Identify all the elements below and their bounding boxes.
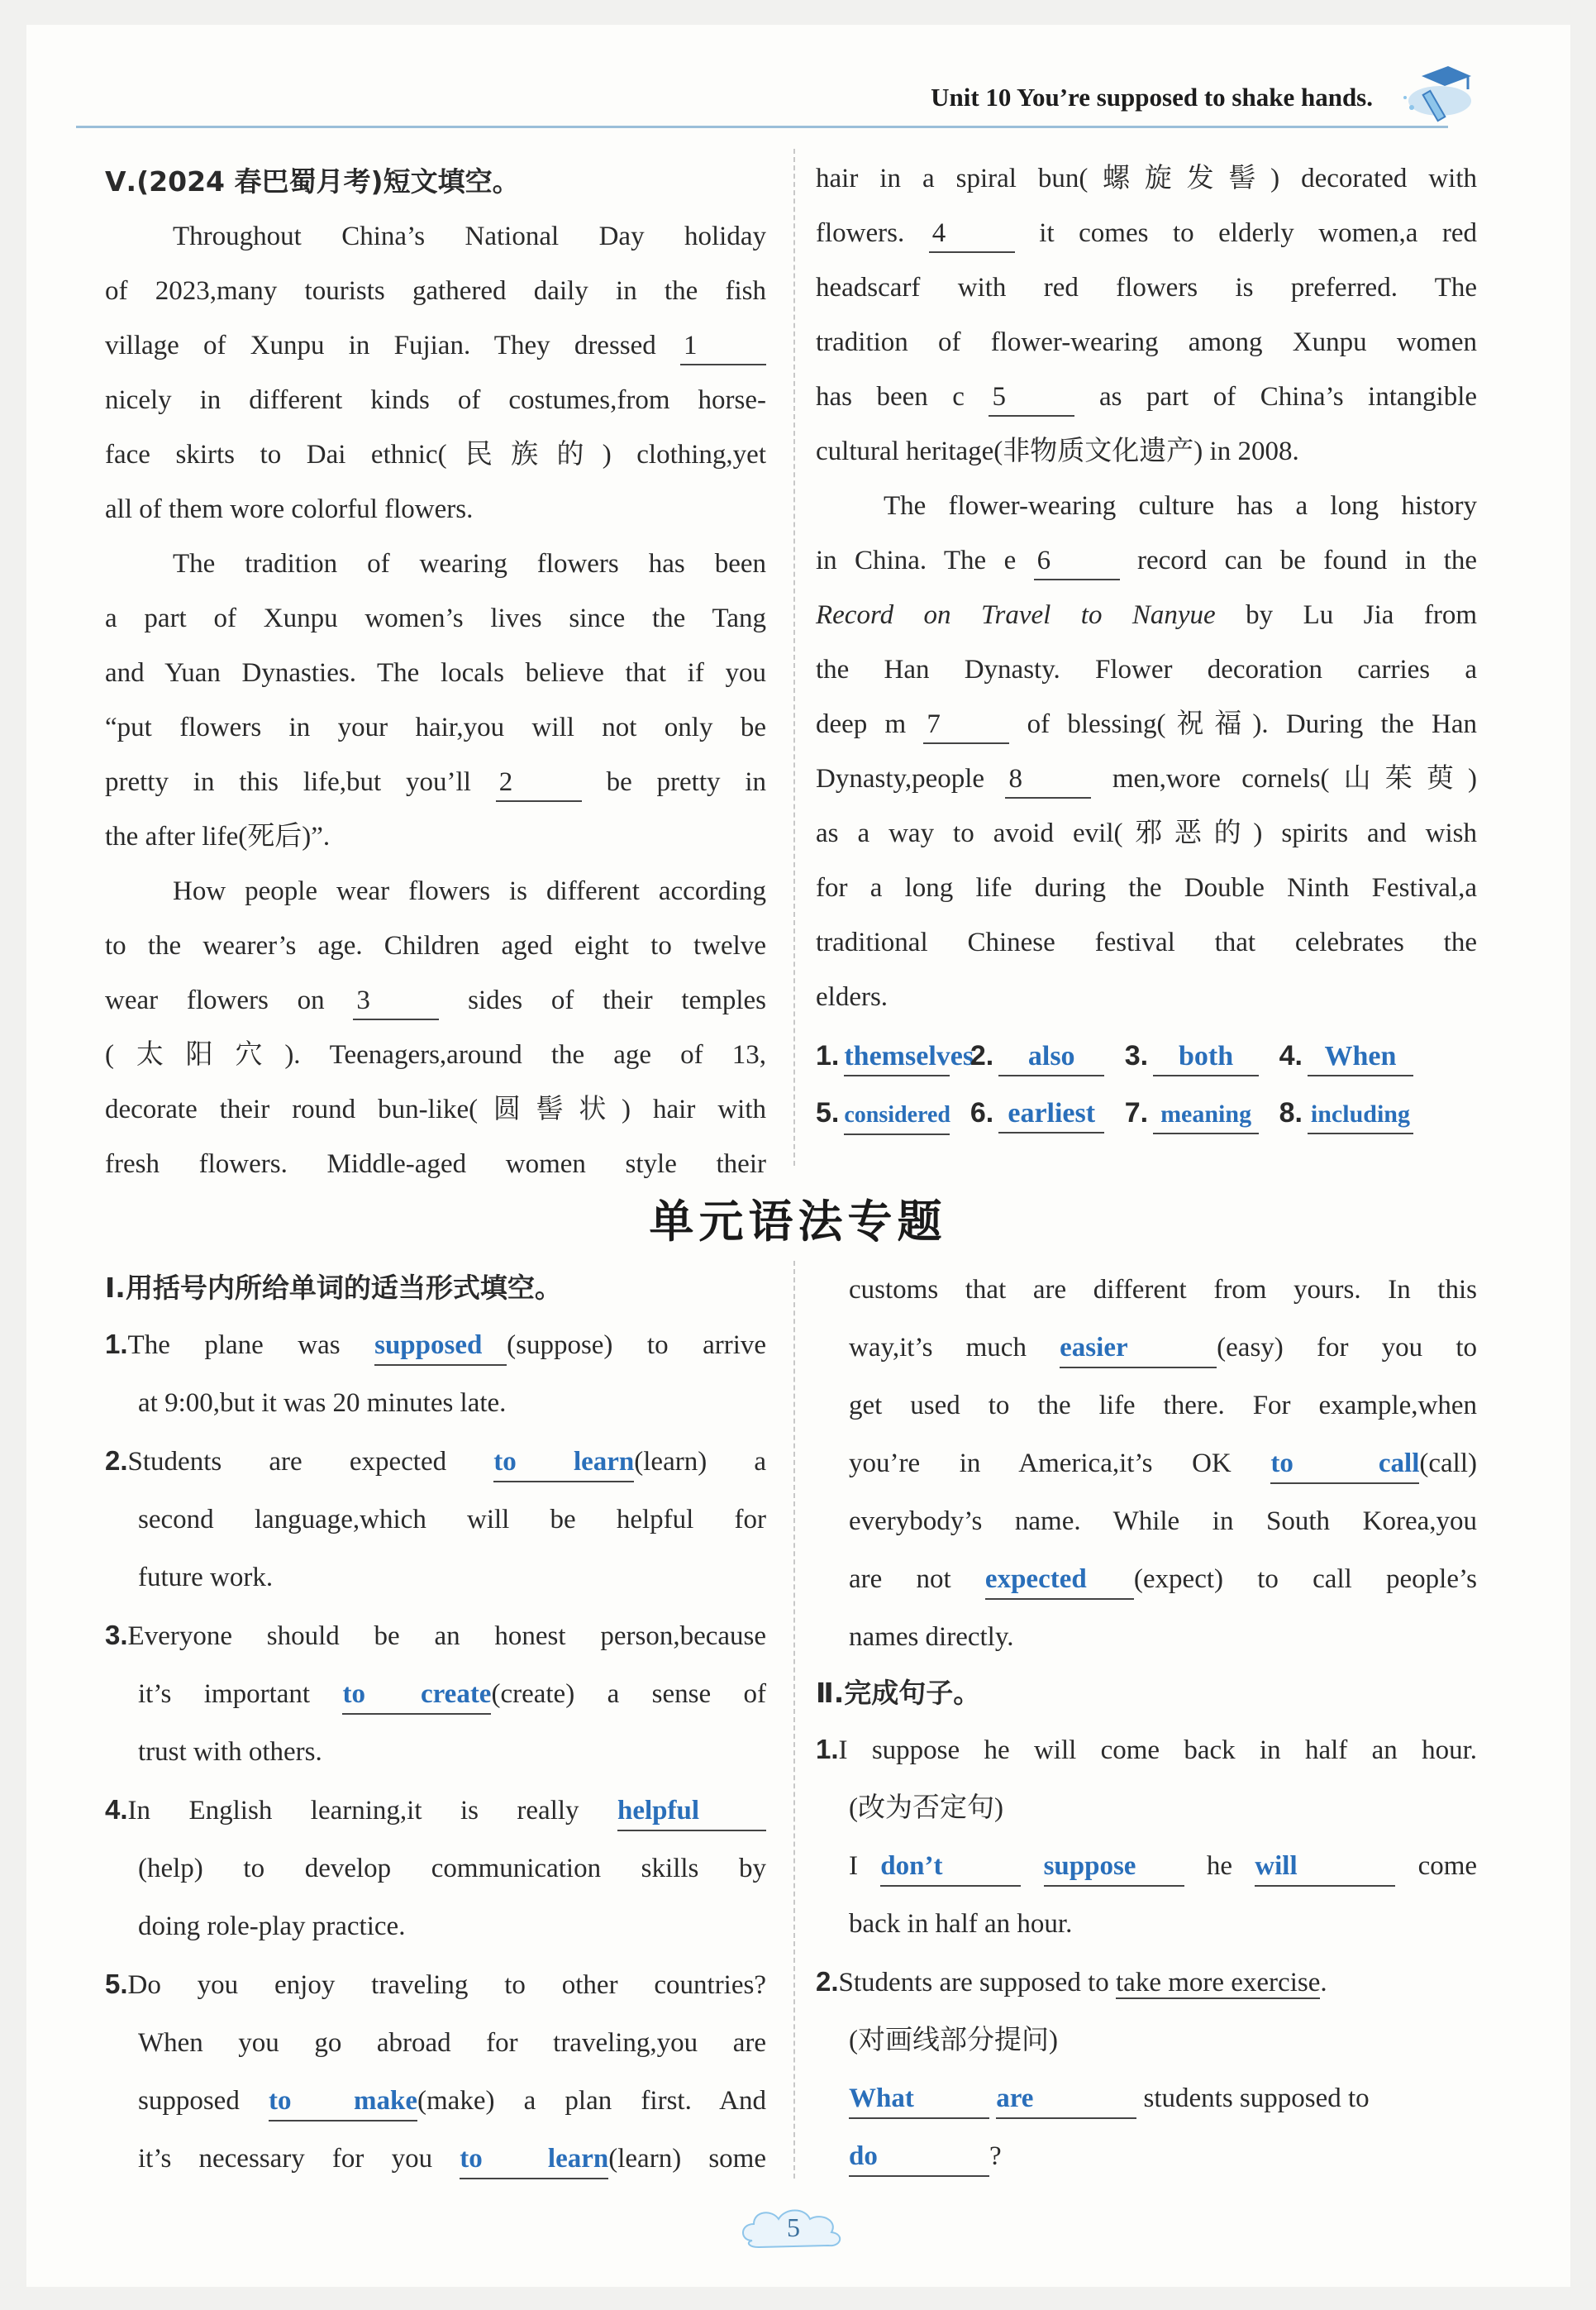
passage-line: Throughout China’s National Day holiday: [173, 222, 766, 251]
passage-line: all of them wore colorful flowers.: [105, 494, 474, 524]
grammar-right-column: [849, 1261, 1477, 1666]
passage-line: Record on Travel to Nanyue by Lu Jia from: [816, 600, 1477, 630]
passage-line: a part of Xunpu women’s lives since the Tang: [105, 604, 766, 633]
passage-line: nicely in different kinds of costumes,from horse-: [105, 385, 766, 415]
question-5-cont: way,it’s much easier (easy) for you to: [849, 1319, 1477, 1377]
sentence-2-answer-line: What are students supposed to: [816, 2069, 1477, 2127]
answer-7[interactable]: meaning: [1153, 1096, 1259, 1134]
q5-answer-4[interactable]: to call: [1270, 1444, 1419, 1484]
column-divider: [793, 149, 795, 1166]
passage-line: wear flowers on 3 sides of their temples: [105, 973, 766, 1028]
q1-answer[interactable]: supposed: [374, 1326, 507, 1366]
passage-line: Dynasty,people 8 men,wore cornels(山茱萸): [816, 752, 1477, 806]
question-5-cont: it’s necessary for you to learn(learn) some: [105, 2130, 766, 2188]
s2-answer-2[interactable]: are: [996, 2079, 1136, 2119]
passage-line: face skirts to Dai ethnic(民族的) clothing,yet: [105, 440, 766, 470]
section5-title: Ⅴ.(2024 春巴蜀月考)短文填空。: [105, 165, 520, 198]
passage-line: tradition of flower-wearing among Xunpu women: [816, 327, 1477, 357]
question-5-cont: customs that are different from yours. In this: [849, 1275, 1477, 1305]
question-2-cont: future work.: [138, 1563, 274, 1592]
part2-title: Ⅱ.完成句子。: [816, 1677, 981, 1709]
question-4-cont: doing role-play practice.: [138, 1911, 406, 1941]
question-3-cont: trust with others.: [138, 1737, 322, 1767]
sentence-1-answer-cont: back in half an hour.: [849, 1909, 1073, 1939]
passage-line: has been c 5 as part of China’s intangible: [816, 370, 1477, 424]
passage-line: How people wear flowers is different according: [173, 876, 766, 906]
section5-right-column: [816, 151, 1477, 1145]
question-4-cont: (help) to develop communication skills by: [138, 1854, 766, 1883]
part2-column: [816, 1666, 1477, 2185]
question-5-cont: everybody’s name. While in South Korea,you: [849, 1506, 1477, 1536]
passage-line: traditional Chinese festival that celebrates the: [816, 928, 1477, 957]
blank-2[interactable]: 2: [496, 764, 582, 802]
page-number: 5: [787, 2212, 800, 2242]
question-1-cont: at 9:00,but it was 20 minutes late.: [138, 1388, 507, 1418]
part1-title: Ⅰ.用括号内所给单词的适当形式填空。: [105, 1272, 562, 1304]
q2-answer[interactable]: to learn: [493, 1443, 634, 1482]
passage-line: village of Xunpu in Fujian. They dressed 1: [105, 318, 766, 373]
passage-line: the after life(死后)”.: [105, 822, 331, 852]
answer-2[interactable]: also: [998, 1038, 1104, 1076]
blank-3[interactable]: 3: [353, 982, 439, 1020]
q4-answer[interactable]: helpful: [617, 1792, 766, 1831]
passage-line: flowers. 4 it comes to elderly women,a red: [816, 206, 1477, 260]
s2-answer-3[interactable]: do: [849, 2137, 989, 2177]
passage-line: pretty in this life,but you’ll 2 be pretty in: [105, 755, 766, 809]
passage-line: to the wearer’s age. Children aged eight to twelve: [105, 931, 766, 961]
q5-answer-2[interactable]: to learn: [460, 2140, 608, 2179]
question-5-cont: names directly.: [849, 1622, 1014, 1652]
column-divider: [793, 1261, 795, 2179]
passage-line: in China. The e 6 record can be found in the: [816, 533, 1477, 588]
question-5-cont: When you go abroad for traveling,you are: [138, 2028, 766, 2058]
sentence-2: 2.Students are supposed to take more exercise.: [816, 1966, 1327, 1997]
blank-8[interactable]: 8: [1005, 761, 1091, 799]
answer-row: 5. considered 6. earliest 7. meaning 8. including: [816, 1081, 1477, 1145]
question-2-cont: second language,which will be helpful for: [138, 1505, 766, 1534]
blank-5[interactable]: 5: [989, 379, 1074, 417]
passage-line: and Yuan Dynasties. The locals believe that if you: [105, 658, 766, 688]
passage-line: “put flowers in your hair,you will not only be: [105, 713, 766, 742]
passage-line: elders.: [816, 982, 889, 1012]
grammar-left-column: [105, 1261, 766, 2188]
s1-answer-1[interactable]: don’t: [880, 1847, 1021, 1887]
unit-header-title: Unit 10 You’re supposed to shake hands.: [931, 83, 1373, 112]
s1-answer-3[interactable]: will: [1255, 1847, 1395, 1887]
answer-4[interactable]: When: [1308, 1038, 1413, 1076]
blank-1[interactable]: 1: [680, 327, 766, 365]
answer-5[interactable]: considered: [844, 1097, 950, 1135]
sentence-2-answer-cont: do ?: [816, 2127, 1477, 2185]
header-rule: [76, 126, 1448, 128]
grammar-section-title: 单元语法专题: [649, 1196, 947, 1248]
page-number-badge: [736, 2199, 851, 2257]
q5-answer-1[interactable]: to make: [269, 2082, 417, 2121]
question-1: 1.The plane was supposed (suppose) to arrive: [105, 1315, 766, 1374]
sentence-2-instruction: (对画线部分提问): [849, 2026, 1058, 2055]
passage-line: for a long life during the Double Ninth Festival,a: [816, 873, 1477, 903]
question-5-cont: are not expected (expect) to call people’s: [849, 1550, 1477, 1608]
passage-line: decorate their round bun-like(圆髻状) hair with: [105, 1095, 766, 1124]
passage-line: of 2023,many tourists gathered daily in the fish: [105, 276, 766, 306]
sentence-1-answer-line: I don’t suppose he will come: [816, 1837, 1477, 1895]
passage-line: (太阳穴). Teenagers,around the age of 13,: [105, 1040, 766, 1070]
passage-line: The flower-wearing culture has a long history: [884, 491, 1477, 521]
passage-line: hair in a spiral bun(螺旋发髻) decorated with: [816, 164, 1477, 193]
passage-line: as a way to avoid evil(邪恶的) spirits and wish: [816, 819, 1477, 848]
blank-7[interactable]: 7: [923, 706, 1009, 744]
q3-answer[interactable]: to create: [342, 1675, 491, 1715]
question-3: 3.Everyone should be an honest person,because: [105, 1620, 766, 1651]
q5-answer-5[interactable]: expected: [985, 1560, 1134, 1600]
passage-line: headscarf with red flowers is preferred. The: [816, 273, 1477, 303]
answer-1[interactable]: themselves: [844, 1038, 950, 1076]
underlined-phrase: take more exercise: [1116, 1968, 1321, 1997]
blank-6[interactable]: 6: [1034, 542, 1120, 580]
question-4: 4.In English learning,it is really helpful: [105, 1781, 766, 1840]
graduation-pencil-icon: [1397, 58, 1479, 124]
q5-answer-3[interactable]: easier: [1060, 1329, 1217, 1368]
answer-8[interactable]: including: [1308, 1096, 1413, 1134]
section5-left-column: [105, 155, 766, 1191]
answer-row: 1. themselves 2. also 3. both 4. When: [816, 1024, 1477, 1088]
passage-line: The tradition of wearing flowers has been: [173, 549, 766, 579]
answer-6[interactable]: earliest: [998, 1095, 1104, 1134]
passage-line: the Han Dynasty. Flower decoration carries a: [816, 655, 1477, 685]
sentence-1: 1.I suppose he will come back in half an hour.: [816, 1734, 1477, 1765]
answer-3[interactable]: both: [1153, 1038, 1259, 1076]
sentence-1-instruction: (改为否定句): [849, 1793, 1003, 1823]
passage-line: fresh flowers. Middle-aged women style their: [105, 1149, 766, 1179]
passage-line: deep m 7 of blessing(祝福). During the Han: [816, 697, 1477, 752]
blank-4[interactable]: 4: [929, 215, 1015, 253]
s1-answer-2[interactable]: suppose: [1044, 1847, 1184, 1887]
question-5: 5.Do you enjoy traveling to other countries?: [105, 1969, 766, 2000]
question-5-cont: supposed to make(make) a plan first. And: [105, 2072, 766, 2130]
question-3-cont: it’s important to create(create) a sense of: [105, 1665, 766, 1723]
passage-line: cultural heritage(非物质文化遗产) in 2008.: [816, 437, 1299, 466]
question-5-cont: get used to the life there. For example,when: [849, 1391, 1477, 1420]
s2-answer-1[interactable]: What: [849, 2079, 989, 2119]
question-5-cont: you’re in America,it’s OK to call(call): [849, 1434, 1477, 1492]
question-2: 2.Students are expected to learn(learn) a: [105, 1432, 766, 1491]
